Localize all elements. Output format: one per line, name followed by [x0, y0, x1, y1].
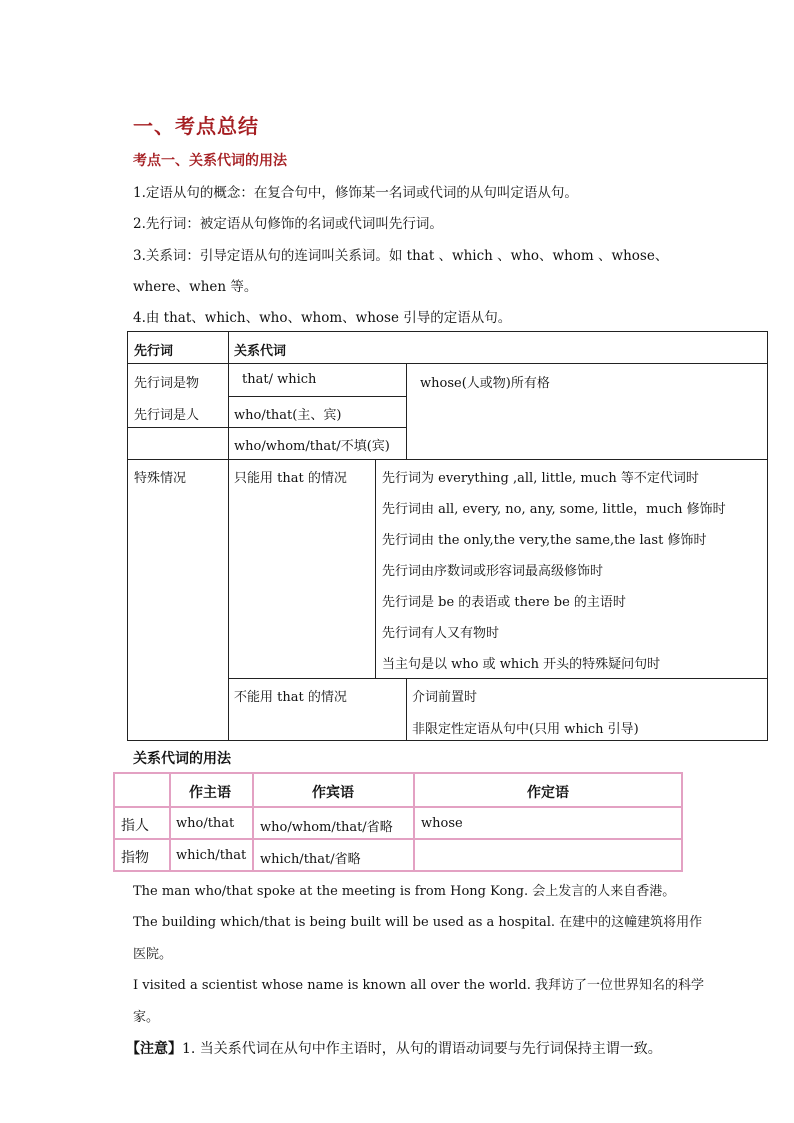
- paragraph: where、when 等。: [133, 279, 258, 295]
- table-line: [115, 806, 681, 808]
- table-line: [128, 363, 767, 364]
- table-line: [128, 459, 767, 460]
- note-label: 【注意】: [126, 1041, 182, 1057]
- row-thing-label: 先行词是物: [134, 376, 200, 391]
- only-that-item: 先行词由序数词或形容词最高级修饰时: [382, 564, 604, 579]
- paragraph: 4.由 that、which、who、whom、whose 引导的定语从句。: [133, 310, 512, 326]
- only-that-item: 先行词有人又有物时: [382, 626, 500, 641]
- pronoun-usage-table: [113, 772, 683, 872]
- table-line: [413, 774, 415, 870]
- example-sentence: 家。: [133, 1010, 160, 1025]
- table-line: [406, 678, 407, 740]
- table-line: [406, 363, 407, 459]
- table-line: [252, 774, 254, 870]
- example-sentence: The man who/that spoke at the meeting is from Hong Kong. 会上发言的人来自香港。: [133, 884, 676, 899]
- whose-cell: whose(人或物)所有格: [420, 376, 550, 391]
- table-line: [228, 396, 406, 397]
- example-sentence: 医院。: [133, 947, 173, 962]
- only-that-item: 先行词为 everything ,all, little, much 等不定代词时: [382, 471, 699, 486]
- example-sentence: I visited a scientist whose name is known all over the world. 我拜访了一位世界知名的科学: [133, 978, 704, 993]
- only-that-item: 先行词由 all, every, no, any, some, little，much 修饰时: [382, 502, 726, 517]
- table-cell: who/whom/that/省略: [260, 820, 393, 835]
- table-line: [128, 427, 228, 428]
- only-that-item: 当主句是以 who 或 which 开头的特殊疑问句时: [382, 657, 661, 672]
- table-cell: whose: [421, 816, 463, 831]
- only-that-item: 先行词由 the only,the very,the same,the last 修饰时: [382, 533, 707, 548]
- table-line: [375, 459, 376, 678]
- only-that-label: 只能用 that 的情况: [234, 471, 347, 486]
- row-person-label: 指人: [121, 818, 149, 834]
- example-sentence: The building which/that is being built will be used as a hospital. 在建中的这幢建筑将用作: [133, 915, 703, 930]
- header-attributive: 作定语: [527, 785, 569, 801]
- paragraph: 3.关系词：引导定语从句的连词叫关系词。如 that 、which 、who、whom 、whose、: [133, 248, 669, 264]
- note-text: 1. 当关系代词在从句中作主语时，从句的谓语动词要与先行词保持主谓一致。: [182, 1041, 662, 1057]
- table-cell: which/that/省略: [260, 852, 361, 867]
- special-case-label: 特殊情况: [134, 471, 187, 486]
- table-cell: who/that: [176, 816, 235, 831]
- note: [126, 1038, 662, 1058]
- row-person-label: 先行词是人: [134, 408, 200, 423]
- that-which-cell: that/ which: [242, 372, 317, 387]
- row-thing-label: 指物: [121, 850, 149, 866]
- relative-pronoun-table: [127, 331, 768, 741]
- section-title: 考点一、关系代词的用法: [133, 153, 287, 169]
- table2-title: 关系代词的用法: [133, 751, 231, 767]
- header-relative-pronoun: 关系代词: [234, 344, 287, 359]
- paragraph: 1.定语从句的概念：在复合句中，修饰某一名词或代词的从句叫定语从句。: [133, 185, 578, 201]
- who-that-cell: who/that(主、宾): [234, 408, 342, 423]
- only-that-item: 先行词是 be 的表语或 there be 的主语时: [382, 595, 626, 610]
- table-line: [115, 838, 681, 840]
- table-line: [228, 332, 229, 740]
- paragraph: 2.先行词：被定语从句修饰的名词或代词叫先行词。: [133, 216, 443, 232]
- table-line: [228, 678, 767, 679]
- not-that-item: 介词前置时: [412, 690, 478, 705]
- not-that-item: 非限定性定语从句中(只用 which 引导): [412, 722, 639, 737]
- header-subject: 作主语: [189, 785, 231, 801]
- header-antecedent: 先行词: [134, 344, 174, 359]
- table-line: [169, 774, 171, 870]
- header-object: 作宾语: [312, 785, 354, 801]
- not-that-label: 不能用 that 的情况: [234, 690, 347, 705]
- who-whom-cell: who/whom/that/不填(宾): [234, 439, 390, 454]
- page-title: 一、考点总结: [133, 114, 259, 138]
- table-line: [228, 427, 406, 428]
- table-cell: which/that: [176, 848, 247, 863]
